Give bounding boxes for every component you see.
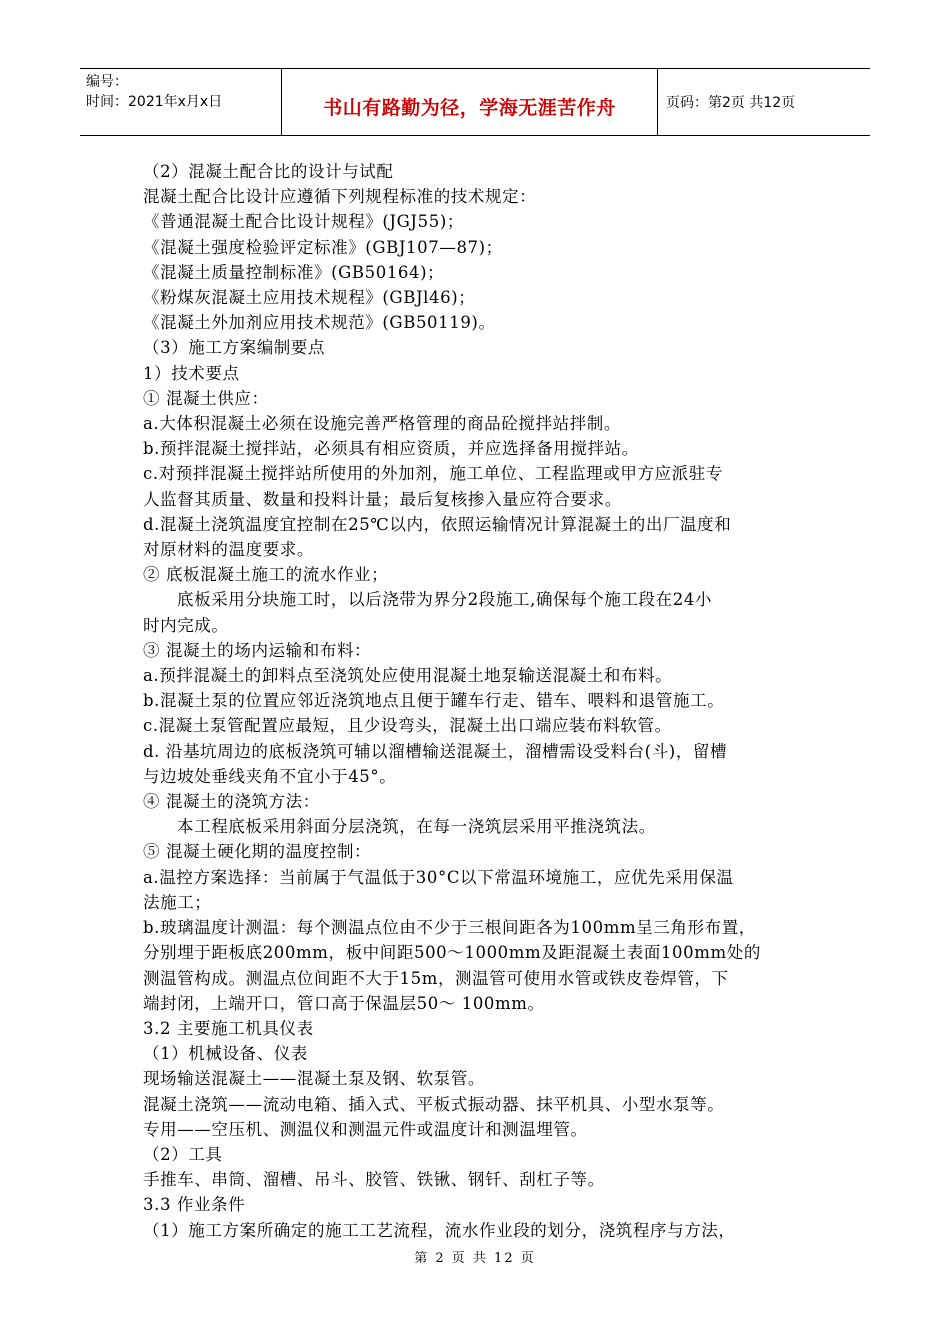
body-line: d. 沿基坑周边的底板浇筑可辅以溜槽输送混凝土，溜槽需设受料台(斗)，留槽 — [143, 741, 728, 761]
body-line: 底板采用分块施工时，以后浇带为界分2段施工,确保每个施工段在24小 — [177, 590, 713, 610]
document-body — [143, 159, 823, 1243]
body-line: 手推车、串筒、溜槽、吊斗、胶管、铁锹、钢钎、刮杠子等。 — [143, 1170, 605, 1190]
body-line: 《普通混凝土配合比设计规程》(JGJ55)； — [143, 212, 464, 232]
body-line: 《混凝土外加剂应用技术规范》(GB50119)。 — [143, 313, 496, 333]
body-line: a.预拌混凝土的卸料点至浇筑处应使用混凝土地泵输送混凝土和布料。 — [143, 666, 673, 686]
body-line: （2）工具 — [143, 1144, 223, 1164]
body-line: 混凝土浇筑——流动电箱、插入式、平板式振动器、抹平机具、小型水泵等。 — [143, 1094, 725, 1114]
body-line: 与边坡处垂线夹角不宜小于45°。 — [143, 766, 397, 786]
body-line: b.混凝土泵的位置应邻近浇筑地点且便于罐车行走、错车、喂料和退管施工。 — [143, 691, 725, 711]
body-line: ⑤ 混凝土硬化期的温度控制： — [143, 842, 372, 862]
body-line: b.玻璃温度计测温：每个测温点位由不少于三根间距各为100mm呈三角形布置， — [143, 918, 756, 938]
body-line: 对原材料的温度要求。 — [143, 540, 314, 560]
page-header — [80, 68, 870, 136]
document-number-label: 编号： — [86, 74, 128, 90]
body-line: 测温管构成。测温点位间距不大于15m，测温管可使用水管或铁皮卷焊管，下 — [143, 968, 729, 988]
body-line: b.预拌混凝土搅拌站，必须具有相应资质，并应选择备用搅拌站。 — [143, 439, 639, 459]
header-motto: 书山有路勤为径，学海无涯苦作舟 — [323, 96, 616, 119]
body-line: d.混凝土浇筑温度宜控制在25℃以内，依照运输情况计算混凝土的出厂温度和 — [143, 514, 732, 534]
body-line: c.混凝土泵管配置应最短，且少设弯头，混凝土出口端应装布料软管。 — [143, 716, 672, 736]
body-line: 人监督其质量、数量和投料计量；最后复核掺入量应符合要求。 — [143, 489, 622, 509]
body-line: ① 混凝土供应： — [143, 388, 269, 408]
header-page-label: 页码：第2页 共12页 — [666, 95, 796, 111]
body-line: 法施工； — [143, 892, 212, 912]
body-line: （1）机械设备、仪表 — [143, 1044, 308, 1064]
body-line: 3.3 作业条件 — [143, 1195, 246, 1215]
body-line: 本工程底板采用斜面分层浇筑，在每一浇筑层采用平推浇筑法。 — [177, 817, 656, 837]
body-line: a.大体积混凝土必须在设施完善严格管理的商品砼搅拌站拌制。 — [143, 414, 621, 434]
body-line: 分别埋于距板底200mm，板中间距500～1000mm及距混凝土表面100mm处的 — [143, 943, 761, 963]
header-meta — [80, 69, 282, 135]
document-date-label: 时间：2021年x月x日 — [86, 94, 223, 110]
page-footer — [0, 1247, 950, 1266]
body-line: （1）施工方案所确定的施工工艺流程，流水作业段的划分，浇筑程序与方法， — [143, 1220, 736, 1240]
body-line: （2）混凝土配合比的设计与试配 — [143, 162, 394, 181]
body-line: ③ 混凝土的场内运输和布料： — [143, 640, 372, 660]
body-line: 端封闭，上端开口，管口高于保温层50～ 100mm。 — [143, 993, 545, 1013]
body-line: 时内完成。 — [143, 615, 229, 635]
body-line: 3.2 主要施工机具仪表 — [143, 1018, 314, 1038]
body-line: （3）施工方案编制要点 — [143, 338, 326, 358]
body-line: ② 底板混凝土施工的流水作业； — [143, 565, 389, 585]
header-page-cell — [658, 69, 870, 135]
body-line: 《粉煤灰混凝土应用技术规程》(GBJl46)； — [143, 288, 476, 308]
body-line: a.温控方案选择：当前属于气温低于30°C以下常温环境施工，应优先采用保温 — [143, 867, 734, 887]
body-line: 1）技术要点 — [143, 363, 240, 383]
footer-page-number: 第 2 页 共 12 页 — [414, 1251, 536, 1266]
body-line: c.对预拌混凝土搅拌站所使用的外加剂，施工单位、工程监理或甲方应派驻专 — [143, 464, 723, 484]
header-motto-cell — [282, 69, 658, 135]
body-line: ④ 混凝土的浇筑方法： — [143, 792, 320, 812]
body-line: 混凝土配合比设计应遵循下列规程标准的技术规定： — [143, 187, 537, 207]
body-line: 现场输送混凝土——混凝土泵及钢、软泵管。 — [143, 1069, 485, 1089]
body-line: 《混凝土强度检验评定标准》(GBJ107—87)； — [143, 237, 503, 257]
body-line: 《混凝土质量控制标准》(GB50164)； — [143, 262, 445, 282]
body-line: 专用——空压机、测温仪和测温元件或温度计和测温埋管。 — [143, 1119, 588, 1139]
